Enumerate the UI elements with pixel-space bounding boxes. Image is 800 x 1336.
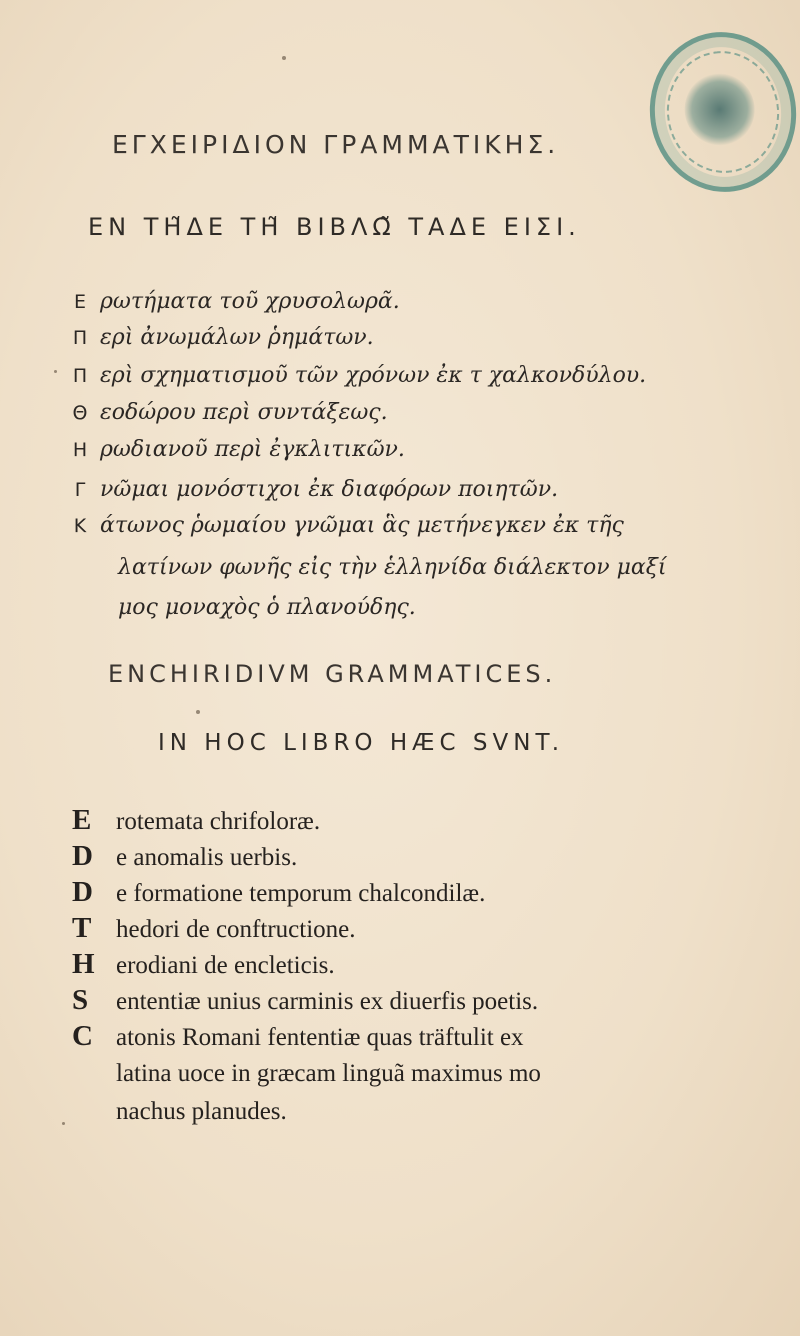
- latin-item-text: ententiæ unius carminis ex diuerfis poetis.: [116, 988, 539, 1015]
- greek-continuation-line: μος μοναχὸς ὁ πλανούδης.: [118, 595, 416, 620]
- latin-item-text: e anomalis uerbis.: [116, 844, 298, 871]
- paper-speck: [54, 370, 57, 373]
- greek-contents-item: [60, 508, 700, 544]
- latin-continuation-line: nachus planudes.: [116, 1098, 287, 1125]
- greek-contents-item: [60, 395, 700, 431]
- greek-contents-item: [60, 432, 700, 468]
- greek-initial: Ε: [73, 291, 86, 313]
- latin-initial: E: [72, 804, 92, 836]
- greek-initial: Γ: [74, 479, 86, 501]
- greek-initial: Π: [72, 327, 88, 349]
- library-stamp: [640, 23, 800, 202]
- greek-initial: Π: [72, 365, 88, 387]
- latin-initial: H: [72, 948, 95, 980]
- greek-item-text: ρωδιανοῦ περὶ ἐγκλιτικῶν.: [100, 437, 405, 462]
- latin-item-text: hedori de conftructione.: [116, 916, 356, 943]
- greek-initial: Κ: [73, 515, 87, 537]
- paper-speck: [62, 1122, 65, 1125]
- greek-contents-item: [60, 472, 700, 508]
- greek-item-text: ρωτήματα τοῦ χρυσολωρᾶ.: [100, 289, 400, 314]
- greek-item-text: ερὶ ἀνωμάλων ῥημάτων.: [100, 325, 374, 350]
- greek-initial: Η: [72, 439, 88, 461]
- latin-contents-item: [72, 1016, 524, 1058]
- greek-contents-item: [60, 284, 700, 320]
- greek-initial: Θ: [72, 402, 88, 424]
- latin-item-text: erodiani de encleticis.: [116, 952, 335, 979]
- latin-item-text: atonis Romani fententiæ quas träftulit ex: [116, 1024, 524, 1051]
- greek-subtitle: ΕΝ ΤΗ͂ΔΕ ΤΗ͂ ΒΙΒΛΩ͂ ΤΑΔΕ ΕΙΣΙ.: [88, 213, 581, 241]
- greek-item-text: νῶμαι μονόστιχοι ἐκ διαφόρων ποιητῶν.: [100, 477, 559, 502]
- latin-initial: D: [72, 876, 93, 908]
- greek-contents-item: [60, 358, 700, 394]
- greek-item-text: άτωνος ῥωμαίου γνῶμαι ἃς μετήνεγκεν ἐκ τῆς: [100, 513, 624, 538]
- latin-title: ENCHIRIDIVM GRAMMATICES.: [108, 660, 557, 688]
- greek-title: ΕΓΧΕΙΡΙΔΙΟΝ ΓΡΑΜΜΑΤΙΚΗΣ.: [112, 130, 560, 159]
- paper-speck: [282, 56, 286, 60]
- latin-initial: S: [72, 984, 89, 1016]
- greek-continuation-line: λατίνων φωνῆς εἰς τὴν ἑλληνίδα διάλεκτον μαξί: [118, 555, 667, 580]
- latin-initial: D: [72, 840, 93, 872]
- paper-speck: [196, 710, 200, 714]
- latin-initial: T: [72, 912, 92, 944]
- latin-item-text: e formatione temporum chalcondilæ.: [116, 880, 486, 907]
- latin-continuation-line: latina uoce in græcam linguã maximus mo: [116, 1060, 541, 1087]
- greek-contents-item: [60, 320, 700, 356]
- latin-initial: C: [72, 1020, 93, 1052]
- latin-subtitle: IN HOC LIBRO HÆC SVNT.: [158, 730, 565, 756]
- greek-item-text: ερὶ σχηματισμοῦ τῶν χρόνων ἐκ τ χαλκονδύλου.: [100, 363, 647, 388]
- greek-item-text: εοδώρου περὶ συντάξεως.: [100, 400, 388, 425]
- latin-item-text: rotemata chrifoloræ.: [116, 808, 321, 835]
